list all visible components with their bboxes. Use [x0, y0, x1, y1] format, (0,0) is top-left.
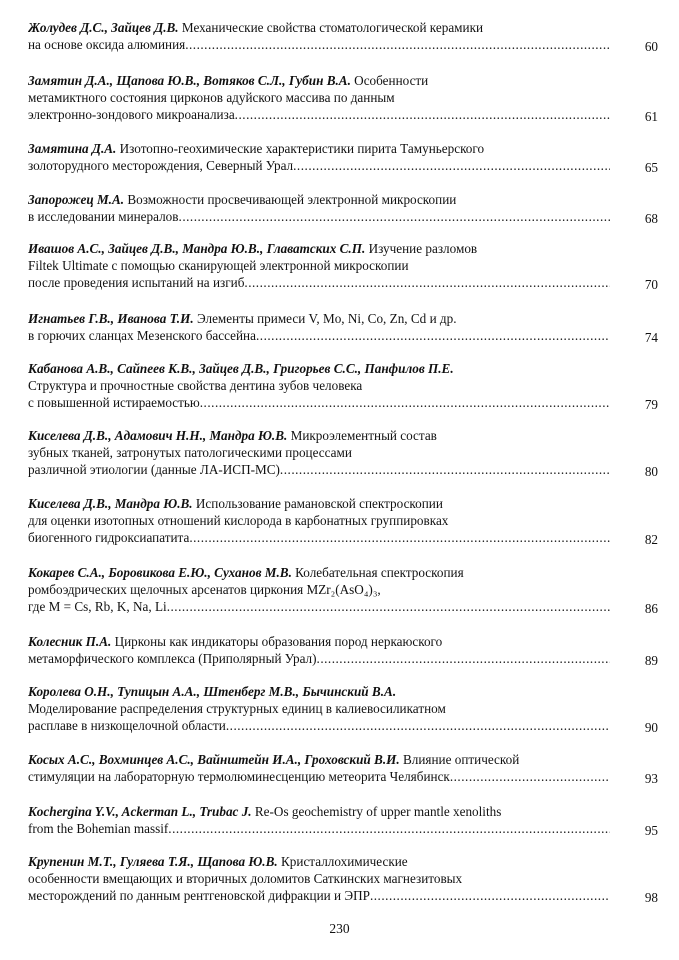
toc-title-line: Колебательная спектроскопия [291, 565, 464, 580]
toc-page-number: 86 [644, 601, 658, 616]
toc-title-line: ромбоэдрических щелочных арсенатов циркония MZr₂(AsO₄)₃, [28, 582, 381, 597]
toc-title-line: Элементы примеси V, Mo, Ni, Co, Zn, Cd и др. [193, 311, 457, 326]
toc-title-line: золоторудного месторождения, Северный Урал [28, 158, 294, 173]
toc-title-line: Моделирование распределения структурных единиц в калиевосиликатном [28, 701, 446, 716]
toc-title-line: в исследовании минералов [28, 209, 179, 224]
toc-entry [28, 803, 658, 837]
toc-authors: Ивашов А.С., Зайцев Д.В., Мандра Ю.В., Главатских С.П. [28, 241, 366, 256]
toc-title-line: Особенности [350, 73, 429, 88]
toc-authors: Королева О.Н., Тупицын А.А., Штенберг М.В., Бычинский В.А. [28, 684, 397, 699]
toc-title-line: Изучение разломов [365, 241, 478, 256]
toc-title-line: метаморфического комплекса (Приполярный Урал) [28, 651, 317, 666]
toc-entry [28, 140, 658, 174]
toc-page-number: 90 [644, 720, 658, 735]
toc-page-number: 61 [644, 109, 658, 124]
toc-title-line: Возможности просвечивающей электронной микроскопии [124, 192, 457, 207]
toc-page-number: 95 [644, 823, 658, 838]
toc-entry [28, 191, 658, 225]
toc-title-line: в горючих сланцах Мезенского бассейна [28, 328, 256, 343]
toc-page-number: 74 [644, 330, 658, 345]
toc-title-line: Структура и прочностные свойства дентина зубов человека [28, 378, 363, 393]
leader-dots [167, 598, 610, 615]
leader-dots [317, 650, 610, 667]
toc-title-line: различной этиологии (данные ЛА-ИСП-МС) [28, 462, 280, 477]
toc-title-line: где M = Cs, Rb, K, Na, Li [28, 599, 167, 614]
toc-authors: Кабанова А.В., Сайпеев К.В., Зайцев Д.В., Григорьев С.С., Панфилов П.Е. [28, 361, 454, 376]
toc-title-line: с повышенной истираемостью [28, 395, 200, 410]
leader-dots [293, 157, 610, 174]
toc-authors: Киселева Д.В., Адамович Н.Н., Мандра Ю.В. [28, 428, 288, 443]
toc-authors: Замятин Д.А., Щапова Ю.В., Вотяков С.Л., Губин В.А. [28, 73, 351, 88]
toc-authors: Колесник П.А. [28, 634, 112, 649]
leader-dots [256, 327, 610, 344]
leader-dots [450, 768, 610, 785]
toc-title-line: метамиктного состояния цирконов адуйского массива по данным [28, 90, 395, 105]
toc-title-line: Filtek Ultimate с помощью сканирующей электронной микроскопии [28, 258, 409, 273]
toc-authors: Жолудев Д.С., Зайцев Д.В. [28, 20, 179, 35]
leader-dots [179, 208, 610, 225]
toc-authors: Косых А.С., Вохминцев А.С., Вайнштейн И.А., Гроховский В.И. [28, 752, 400, 767]
leader-dots [168, 820, 610, 837]
toc-page-number: 82 [644, 532, 658, 547]
toc-title-line: месторождений по данным рентгеновской дифракции и ЭПР [28, 888, 370, 903]
toc-title-line: Микроэлементный состав [287, 428, 437, 443]
toc-authors: Kochergina Y.V., Ackerman L., Trubac J. [28, 804, 252, 819]
toc-title-line: особенности вмещающих и вторичных доломитов Саткинских магнезитовых [28, 871, 463, 886]
toc-entry [28, 19, 658, 53]
toc-entry [28, 683, 658, 734]
leader-dots [370, 887, 610, 904]
toc-authors: Киселева Д.В., Мандра Ю.В. [28, 496, 193, 511]
leader-dots [226, 717, 610, 734]
toc-entry [28, 360, 658, 411]
toc-authors: Игнатьев Г.В., Иванова Т.И. [28, 311, 194, 326]
toc-entry [28, 564, 658, 615]
toc-page-number: 98 [644, 890, 658, 905]
toc-title-line: зубных тканей, затронутых патологическими процессами [28, 445, 352, 460]
leader-dots [200, 394, 610, 411]
toc-page-number: 70 [644, 277, 658, 292]
toc-page-number: 80 [644, 464, 658, 479]
leader-dots [235, 106, 610, 123]
toc-title-line: на основе оксида алюминия [28, 37, 186, 52]
toc-entry [28, 310, 658, 344]
leader-dots [185, 36, 610, 53]
leader-dots [189, 529, 610, 546]
toc-title-line: Изотопно-геохимические характеристики пирита Тамуньерского [116, 141, 485, 156]
toc-entry [28, 72, 658, 123]
toc-page-number: 68 [644, 211, 658, 226]
toc-authors: Замятина Д.А. [28, 141, 117, 156]
toc-page-number: 60 [644, 39, 658, 54]
toc-title-line: электронно-зондового микроанализа [28, 107, 235, 122]
toc-title-line: Кристаллохимические [277, 854, 408, 869]
leader-dots [244, 274, 610, 291]
toc-title-line: стимуляции на лабораторную термолюминесценцию метеорита Челябинск [28, 769, 450, 784]
toc-entry [28, 427, 658, 478]
toc-page-number: 93 [644, 771, 658, 786]
toc-title-line: from the Bohemian massif [28, 821, 169, 836]
toc-entry [28, 633, 658, 667]
toc-title-line: для оценки изотопных отношений кислорода в карбонатных группировках [28, 513, 449, 528]
toc-title-line: биогенного гидроксиапатита [28, 530, 190, 545]
toc-page-number: 89 [644, 653, 658, 668]
page-number: 230 [329, 921, 350, 936]
leader-dots [280, 461, 610, 478]
toc-authors: Кокарев С.А., Боровикова Е.Ю., Суханов М.В. [28, 565, 292, 580]
toc-entry [28, 853, 658, 904]
toc-page-number: 79 [644, 397, 658, 412]
toc-title-line: Влияние оптической [399, 752, 520, 767]
toc-entry [28, 240, 658, 291]
toc-entry [28, 751, 658, 785]
toc-title-line: Цирконы как индикаторы образования пород неркаюского [111, 634, 443, 649]
toc-authors: Крупенин М.Т., Гуляева Т.Я., Щапова Ю.В. [28, 854, 278, 869]
toc-title-line: Механические свойства стоматологической керамики [178, 20, 484, 35]
toc-title-line: Использование рамановской спектроскопии [192, 496, 443, 511]
toc-title-line: Re-Os geochemistry of upper mantle xenoliths [251, 804, 502, 819]
toc-title-line: после проведения испытаний на изгиб [28, 275, 245, 290]
toc-title-line: расплаве в низкощелочной области [28, 718, 226, 733]
toc-authors: Запорожец М.А. [28, 192, 125, 207]
toc-page-number: 65 [644, 160, 658, 175]
toc-entry [28, 495, 658, 546]
